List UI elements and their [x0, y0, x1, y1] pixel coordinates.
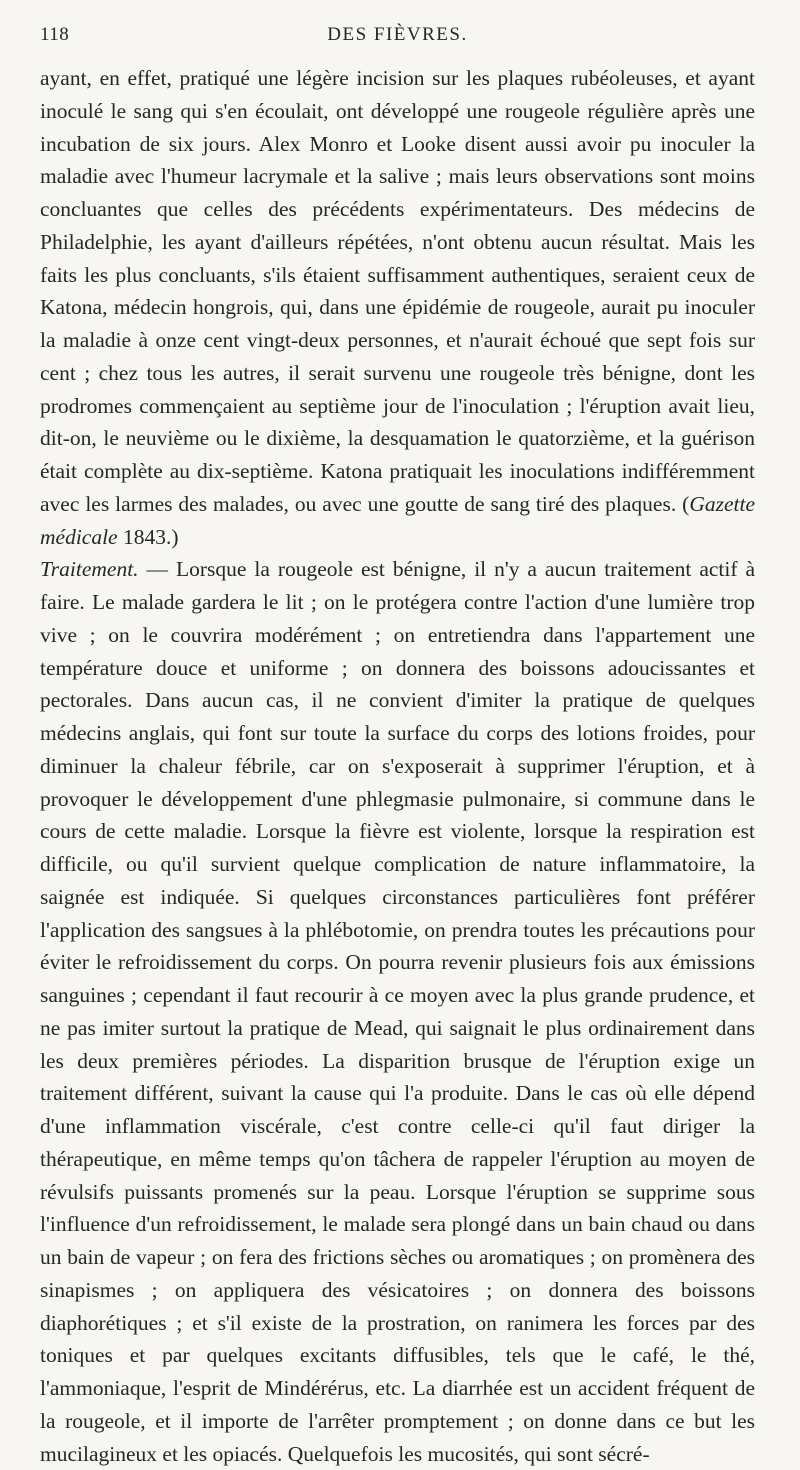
book-page: [40, 18, 755, 1470]
text-segment: 1843.): [117, 524, 179, 549]
section-heading-traitement: Traitement.: [40, 557, 139, 582]
running-title: DES FIÈVRES.: [327, 24, 468, 45]
page-header: [40, 18, 755, 62]
page-number: 118: [40, 24, 70, 45]
text-segment: — Lorsque la rougeole est bénigne, il n'y a aucun traitement actif à faire. Le malade gardera le lit ; on le protégera contre l'action d'une lumière trop vive ; on le couvrira modérément ; on entretiendra dans l'appartement une température douce et uniforme ; on donnera des boissons adoucissantes et pectorales. Dans aucun cas, il ne convient d'imiter la pratique de quelques médecins anglais, qui font sur toute la surface du corps des lotions froides, pour diminuer la chaleur fébrile, car on s'exposerait à supprimer l'éruption, et à provoquer le développement d'une phlegmasie pulmonaire, si commune dans le cours de cette maladie. Lorsque la fièvre est violente, lorsque la respiration est difficile, ou qu'il survient quelque complication de nature inflammatoire, la saignée est indiquée. Si quelques circonstances particulières font préférer l'application des sangsues à la phlébotomie, on prendra toutes les précautions pour éviter le refroidissement du corps. On pourra revenir plusieurs fois aux émissions sanguines ; cependant il faut recourir à ce moyen avec la plus grande prudence, et ne pas imiter surtout la pratique de Mead, qui saignait le plus ordinairement dans les deux premières périodes. La disparition brusque de l'éruption exige un traitement différent, suivant la cause qui l'a produite. Dans le cas où elle dépend d'une inflammation viscérale, c'est contre celle-ci qu'il faut diriger la thérapeutique, en même temps qu'on tâchera de rappeler l'éruption au moyen de révulsifs puissants promenés sur la peau. Lorsque l'éruption se supprime sous l'influence d'un refroidissement, le malade sera plongé dans un bain chaud ou dans un bain de vapeur ; on fera des frictions sèches ou aromatiques ; on promènera des sinapismes ; on appliquera des vésicatoires ; on donnera des boissons diaphorétiques ; et s'il existe de la prostration, on ranimera les forces par des toniques et par quelques excitants diffusibles, tels que le café, le thé, l'ammoniaque, l'esprit de Mindérérus, etc. La diarrhée est un accident fréquent de la rougeole, et il importe de l'arrêter promptement ; on donne dans ce but les mucilagineux et les opiacés. Quelquefois les mucosités, qui sont sécré-: [40, 557, 755, 1466]
page-body: [40, 62, 755, 1470]
journal-citation: Gazette médicale: [40, 491, 755, 549]
text-segment: ayant, en effet, pratiqué une légère incision sur les plaques rubéoleuses, et ayant inoculé le sang qui s'en écoulait, ont développé une rougeole régulière après une incubation de six jours. Alex Monro et Looke disent aussi avoir pu inoculer la maladie avec l'humeur lacrymale et la salive ; mais leurs observations sont moins concluantes que celles des précédents expérimentateurs. Des médecins de Philadelphie, les ayant d'ailleurs répétées, n'ont obtenu aucun résultat. Mais les faits les plus concluants, s'ils étaient suffisamment authentiques, seraient ceux de Katona, médecin hongrois, qui, dans une épidémie de rougeole, aurait pu inoculer la maladie à onze cent vingt-deux personnes, et n'aurait échoué que sept fois sur cent ; chez tous les autres, il serait survenu une rougeole très bénigne, dont les prodromes commençaient au septième jour de l'inoculation ; l'éruption avait lieu, dit-on, le neuvième ou le dixième, la desquamation le quatorzième, et la guérison était complète au dix-septième. Katona pratiquait les inoculations indifféremment avec les larmes des malades, ou avec une goutte de sang tiré des plaques. (: [40, 66, 755, 516]
paragraph-inoculation: [40, 62, 755, 553]
paragraph-treatment: [40, 553, 755, 1470]
